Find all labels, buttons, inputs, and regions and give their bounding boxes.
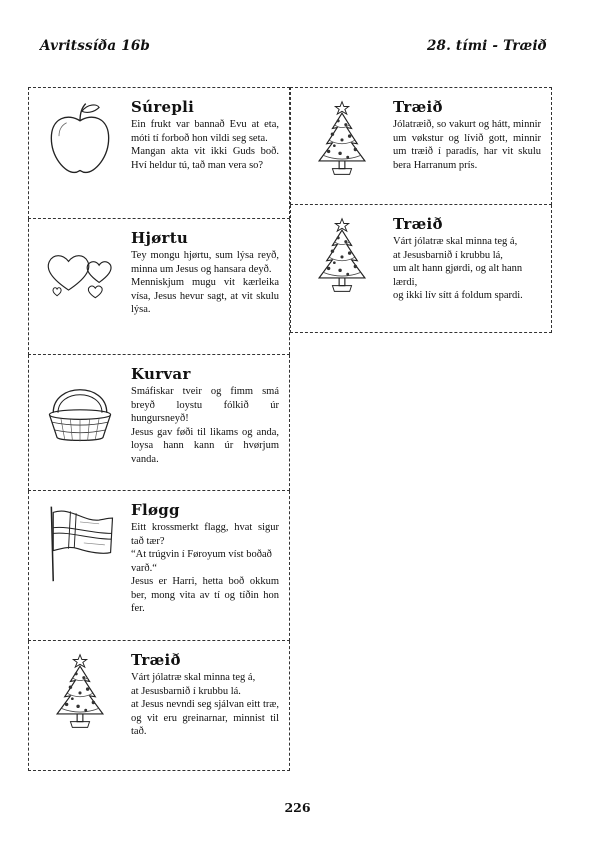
christmas-tree-icon (301, 96, 383, 182)
card-title: Fløgg (131, 501, 180, 519)
card-title: Træið (393, 215, 443, 233)
header-left-title: Avritssíða 16b (40, 38, 151, 54)
card-title: Træið (131, 651, 181, 669)
card-text: at Jesus nevndi seg sjálvan eitt træ, og vit eru greinarnar, minnist til tað. (131, 699, 279, 737)
left-column (28, 87, 290, 771)
card-flag (28, 491, 290, 641)
card-title: Súrepli (131, 98, 195, 116)
card-title: Kurvar (131, 365, 191, 383)
card-text: Mangan akta vit ikki Guds boð. Hví heldur tú, tað man vera so? (131, 146, 279, 171)
card-text: at Jesusbarnið í krubbu lá. (131, 685, 241, 697)
card-text: Smáfiskar tveir og fimm smá breyð loystu fólkið úr hungursneyð! (131, 386, 279, 424)
card-text: at Jesusbarnið í krubbu lá, (393, 249, 503, 261)
christmas-tree-icon (301, 213, 383, 299)
card-tree (28, 641, 290, 771)
christmas-tree-icon (39, 649, 121, 735)
card-text: Ein frukt var bannað Evu at eta, móti tí forboð hon vildi seg seta. (131, 119, 279, 144)
card-text: “At trúgvin í Føroyum víst boðað varð.“ (131, 549, 272, 574)
card-text: Jesus er Harri, hetta boð okkum ber, mong vita av tí og tíðin hon fer. (131, 576, 279, 614)
card-text: um alt hann gjørdi, og alt hann lærdi, (393, 263, 523, 288)
hearts-icon (39, 227, 121, 313)
card-tree (290, 87, 552, 205)
right-column (290, 87, 552, 333)
card-text: Jólatræið, so vakurt og hátt, minnir um vøkstur og lívið gott, minnir um træið í paradís, har vit skulu bera Harranum prís. (393, 119, 541, 171)
card-text: Jesus gav føði til likams og anda, loysa hann kann úr hvørjum vanda. (131, 426, 279, 465)
card-text: Tey mongu hjørtu, sum lýsa reyð, minna um Jesus og hansara deyð. (131, 250, 279, 275)
basket-icon (39, 363, 121, 449)
card-text: Eitt krossmerkt flagg, hvat sigur tað tær? (131, 522, 279, 547)
card-text: Várt jólatræ skal minna teg á, (131, 672, 256, 683)
card-apple (28, 87, 290, 219)
card-text: Várt jólatræ skal minna teg á, (393, 236, 518, 247)
card-basket (28, 355, 290, 491)
page-number: 226 (284, 800, 311, 815)
card-hearts (28, 219, 290, 355)
card-text: og ikki lív sítt á foldum spardi. (393, 290, 523, 301)
flag-icon (39, 499, 121, 585)
header-right-title: 28. tími - Træið (426, 38, 547, 54)
apple-icon (39, 96, 121, 182)
card-tree (290, 205, 552, 333)
card-title: Træið (393, 98, 443, 116)
card-title: Hjørtu (131, 229, 189, 247)
card-text: Menniskjum mugu vit kærleika vísa, Jesus hevur sagt, at vit skulu lýsa. (131, 277, 279, 315)
